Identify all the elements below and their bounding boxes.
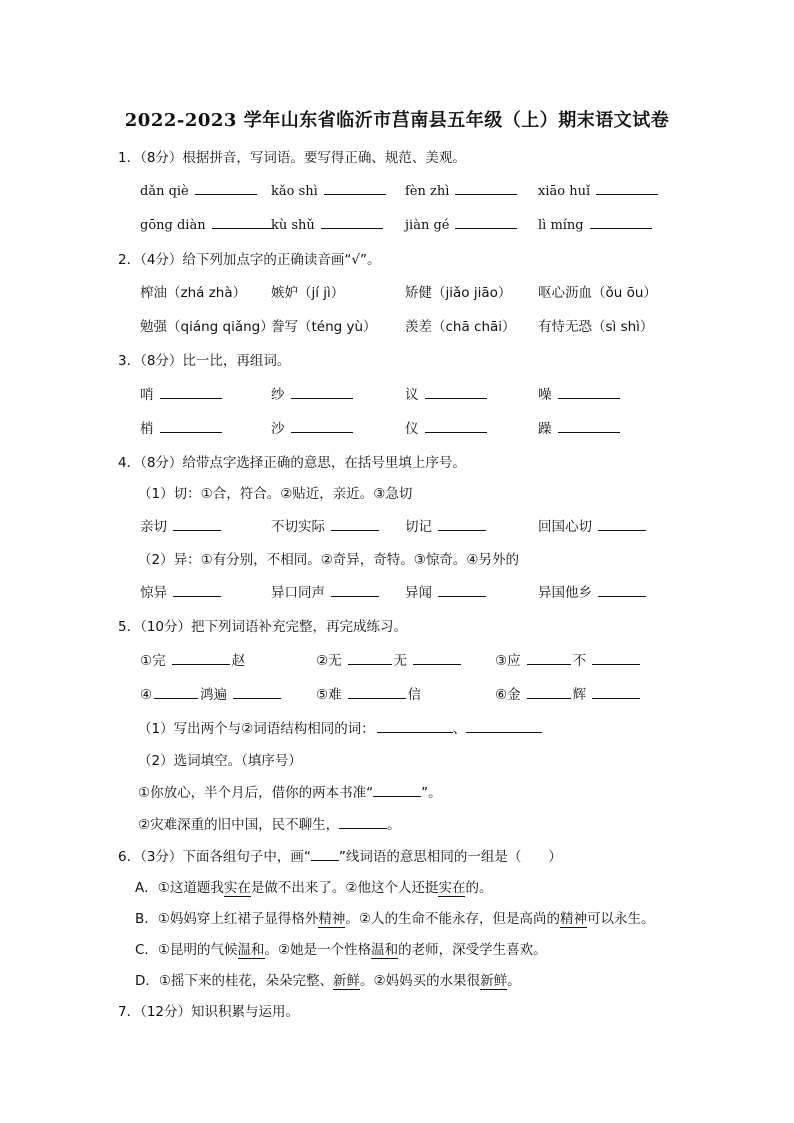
q1-pinyin-5: gōng diàn (140, 214, 274, 233)
q3-char-1: 哨 (140, 383, 222, 403)
q6-option-a[interactable]: A．①这道题我实在是做不出来了。②他这个人还挺实在的。 (135, 880, 493, 896)
q2-item-5[interactable]: 勉强（qiáng qiǎng） (140, 319, 274, 335)
q4-word-2: 不切实际 (271, 515, 379, 535)
answer-blank[interactable] (438, 582, 486, 597)
answer-blank[interactable] (592, 684, 640, 699)
q5-idiom-3: ③应 不 (495, 649, 640, 669)
answer-blank[interactable] (590, 214, 652, 229)
q5-idiom-6: ⑥金 辉 (495, 683, 640, 703)
q5-idiom-4: ④ 鸿遍 (140, 683, 281, 703)
answer-blank[interactable] (438, 516, 486, 531)
q1-pinyin-7: jiàn gé (405, 214, 517, 233)
q4-word-4: 回国心切 (538, 515, 646, 535)
question-4-heading: 4．（8分）给带点字选择正确的意思，在括号里填上序号。 (118, 455, 466, 471)
answer-blank[interactable] (291, 384, 353, 399)
q2-item-7[interactable]: 羡差（chā chāi） (405, 319, 516, 335)
answer-blank[interactable] (558, 384, 620, 399)
answer-blank[interactable] (348, 650, 392, 665)
q6-option-c[interactable]: C．①昆明的气候温和。②她是一个性格温和的老师，深受学生喜欢。 (135, 942, 547, 958)
q2-item-2[interactable]: 嫉妒（jí jì） (271, 285, 345, 301)
answer-blank[interactable] (598, 516, 646, 531)
q4-word-3: 切记 (405, 515, 486, 535)
q4-sub2: （2）异：①有分别，不相同。②奇异，奇特。③惊奇。④另外的 (138, 552, 519, 568)
q5-idiom-2: ②无 无 (316, 649, 461, 669)
answer-blank[interactable] (154, 684, 198, 699)
answer-blank[interactable] (377, 718, 453, 733)
answer-blank[interactable] (173, 582, 221, 597)
answer-blank[interactable] (348, 684, 406, 699)
q1-pinyin-6: kù shǔ (271, 214, 383, 233)
q5-sentence-1: ①你放心，半个月后，借你的两本书准“ ”。 (138, 781, 442, 801)
answer-blank[interactable] (160, 418, 222, 433)
q2-item-6[interactable]: 誊写（téng yù） (271, 319, 377, 335)
answer-blank[interactable] (324, 180, 386, 195)
q3-char-8: 躁 (538, 417, 620, 437)
q3-char-3: 议 (405, 383, 487, 403)
q2-item-4[interactable]: 呕心沥血（ǒu ōu） (538, 285, 657, 301)
q5-sentence-2: ②灾难深重的旧中国，民不聊生， 。 (138, 813, 401, 833)
answer-blank[interactable] (425, 418, 487, 433)
answer-blank[interactable] (331, 516, 379, 531)
answer-blank[interactable] (592, 650, 640, 665)
page-title: 2022-2023 学年山东省临沂市莒南县五年级（上）期末语文试卷 (124, 110, 670, 131)
answer-blank[interactable] (413, 650, 461, 665)
answer-blank[interactable] (527, 684, 571, 699)
question-2-heading: 2．（4分）给下列加点字的正确读音画“√”。 (118, 252, 381, 268)
answer-blank[interactable] (527, 650, 571, 665)
answer-blank[interactable] (291, 418, 353, 433)
q5-idiom-5: ⑤难 信 (316, 683, 421, 703)
q1-pinyin-4: xiāo huǐ (538, 180, 658, 199)
q1-pinyin-1: dǎn qiè (140, 180, 257, 199)
q3-char-6: 沙 (271, 417, 353, 437)
q6-option-b[interactable]: B．①妈妈穿上红裙子显得格外精神。②人的生命不能永存，但是高尚的精神可以永生。 (135, 911, 655, 927)
q6-option-d[interactable]: D．①摇下来的桂花，朵朵完整、新鲜。②妈妈买的水果很新鲜。 (135, 973, 521, 989)
q1-pinyin-3: fèn zhì (405, 180, 517, 199)
q5-sub2: （2）选词填空。（填序号） (138, 753, 302, 769)
answer-blank[interactable] (598, 582, 646, 597)
q4-word-6: 异口同声 (271, 581, 379, 601)
answer-blank[interactable] (425, 384, 487, 399)
answer-blank[interactable] (321, 214, 383, 229)
answer-blank[interactable] (172, 650, 230, 665)
q3-char-7: 仪 (405, 417, 487, 437)
q4-word-5: 惊异 (140, 581, 221, 601)
q4-sub1: （1）切：①合，符合。②贴近，亲近。③急切 (138, 486, 413, 502)
answer-blank[interactable] (455, 180, 517, 195)
answer-blank[interactable] (331, 582, 379, 597)
q4-word-1: 亲切 (140, 515, 221, 535)
question-7-heading: 7．（12分）知识积累与运用。 (118, 1004, 300, 1020)
q2-item-1[interactable]: 榨油（zhá zhà） (140, 285, 247, 301)
question-1-heading: 1．（8分）根据拼音，写词语。要写得正确、规范、美观。 (118, 150, 466, 166)
q1-pinyin-2: kǎo shì (271, 180, 386, 199)
q1-pinyin-8: lì míng (538, 214, 652, 233)
q3-char-5: 梢 (140, 417, 222, 437)
question-6-heading: 6．（3分）下面各组句子中，画“ ”线词语的意思相同的一组是（ ） (118, 849, 562, 865)
q4-word-7: 异闻 (405, 581, 486, 601)
q2-item-8[interactable]: 有恃无恐（sì shì） (538, 319, 654, 335)
answer-blank[interactable] (160, 384, 222, 399)
underline-sample (311, 848, 339, 861)
q3-char-2: 纱 (271, 383, 353, 403)
answer-blank[interactable] (233, 684, 281, 699)
answer-blank[interactable] (466, 718, 542, 733)
q5-idiom-1: ①完 赵 (140, 649, 245, 669)
answer-blank[interactable] (173, 516, 221, 531)
answer-blank[interactable] (455, 214, 517, 229)
q2-item-3[interactable]: 矫健（jiǎo jiāo） (405, 285, 512, 301)
q5-sub1: （1）写出两个与②词语结构相同的词： 、 (138, 717, 542, 737)
q3-char-4: 噪 (538, 383, 620, 403)
answer-blank[interactable] (596, 180, 658, 195)
answer-blank[interactable] (212, 214, 274, 229)
answer-blank[interactable] (558, 418, 620, 433)
q4-word-8: 异国他乡 (538, 581, 646, 601)
question-3-heading: 3．（8分）比一比，再组词。 (118, 353, 291, 369)
answer-blank[interactable] (195, 180, 257, 195)
answer-blank[interactable] (339, 814, 387, 829)
question-5-heading: 5．（10分）把下列词语补充完整，再完成练习。 (118, 619, 408, 635)
answer-blank[interactable] (373, 782, 421, 797)
